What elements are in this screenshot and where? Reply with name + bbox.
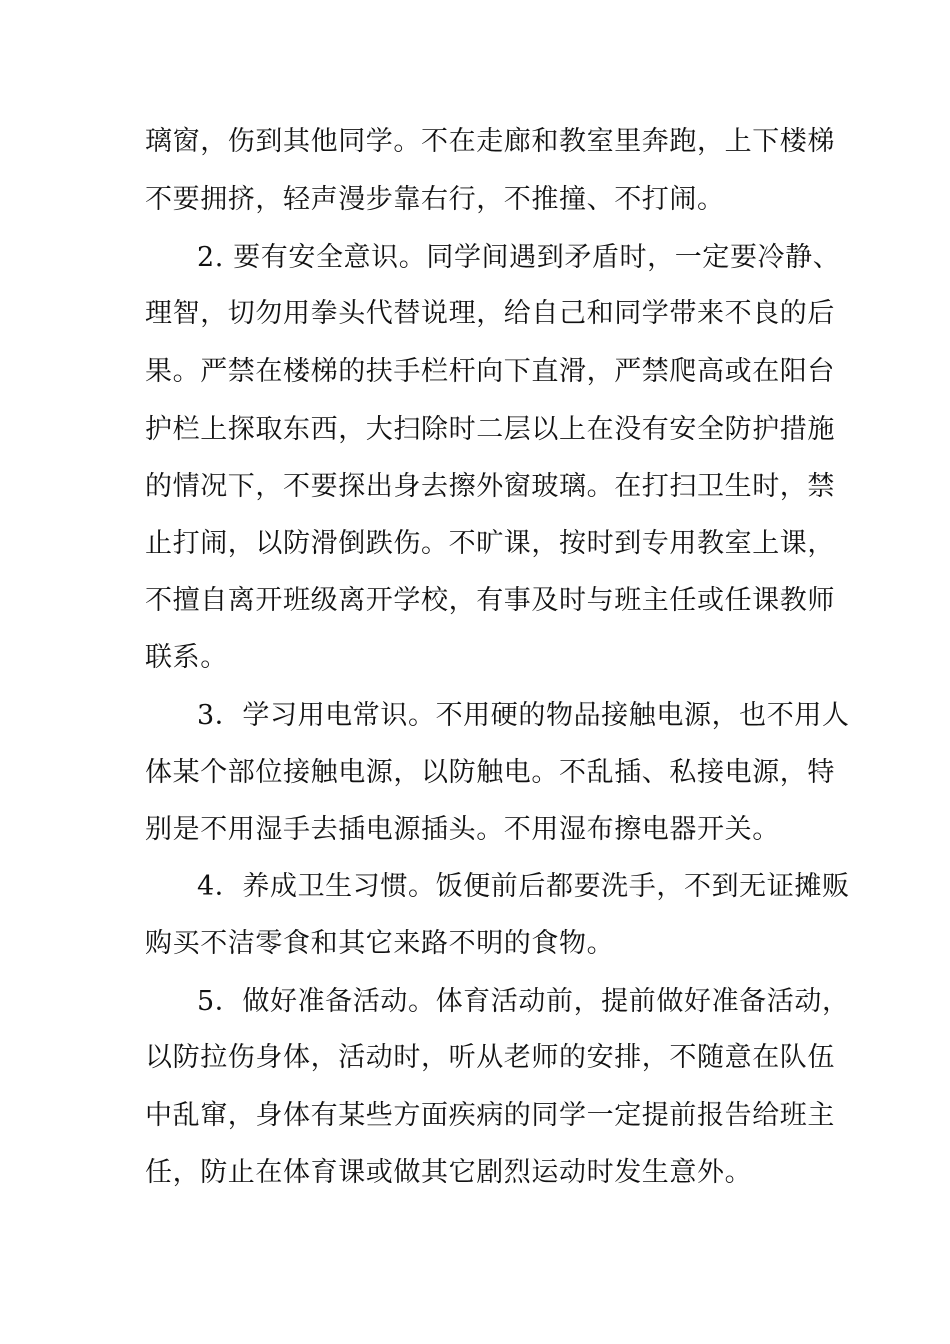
text-line: 联系。 xyxy=(145,642,228,673)
text-line: 璃窗，伤到其他同学。不在走廊和教室里奔跑，上下楼梯 xyxy=(145,126,835,157)
text-line: 购买不洁零食和其它来路不明的食物。 xyxy=(145,928,615,959)
text-line: 中乱窜，身体有某些方面疾病的同学一定提前报告给班主 xyxy=(145,1100,835,1131)
text-line: 任，防止在体育课或做其它剧烈运动时发生意外。 xyxy=(145,1157,753,1188)
text-line: 不擅自离开班级离开学校，有事及时与班主任或任课教师 xyxy=(145,585,835,616)
text-line: 护栏上探取东西，大扫除时二层以上在没有安全防护措施 xyxy=(145,414,835,445)
text-line: 别是不用湿手去插电源插头。不用湿布擦电器开关。 xyxy=(145,814,780,845)
text-line: 止打闹，以防滑倒跌伤。不旷课，按时到专用教室上课， xyxy=(145,528,835,559)
paragraph-5-start: 5．做好准备活动。体育活动前，提前做好准备活动， xyxy=(197,986,850,1017)
paragraph-3-start: 3．学习用电常识。不用硬的物品接触电源，也不用人 xyxy=(197,700,850,731)
text-line: 体某个部位接触电源，以防触电。不乱插、私接电源，特 xyxy=(145,757,835,788)
text-line: 理智，切勿用拳头代替说理，给自己和同学带来不良的后 xyxy=(145,298,835,329)
text-line: 以防拉伤身体，活动时，听从老师的安排，不随意在队伍 xyxy=(145,1042,835,1073)
text-line: 的情况下，不要探出身去擦外窗玻璃。在打扫卫生时，禁 xyxy=(145,471,835,502)
text-line: 果。严禁在楼梯的扶手栏杆向下直滑，严禁爬高或在阳台 xyxy=(145,356,835,387)
paragraph-2-start: 2. 要有安全意识。同学间遇到矛盾时，一定要冷静、 xyxy=(197,242,841,273)
text-line: 不要拥挤，轻声漫步靠右行，不推撞、不打闹。 xyxy=(145,184,725,215)
paragraph-4-start: 4．养成卫生习惯。饭便前后都要洗手，不到无证摊贩 xyxy=(197,871,850,902)
